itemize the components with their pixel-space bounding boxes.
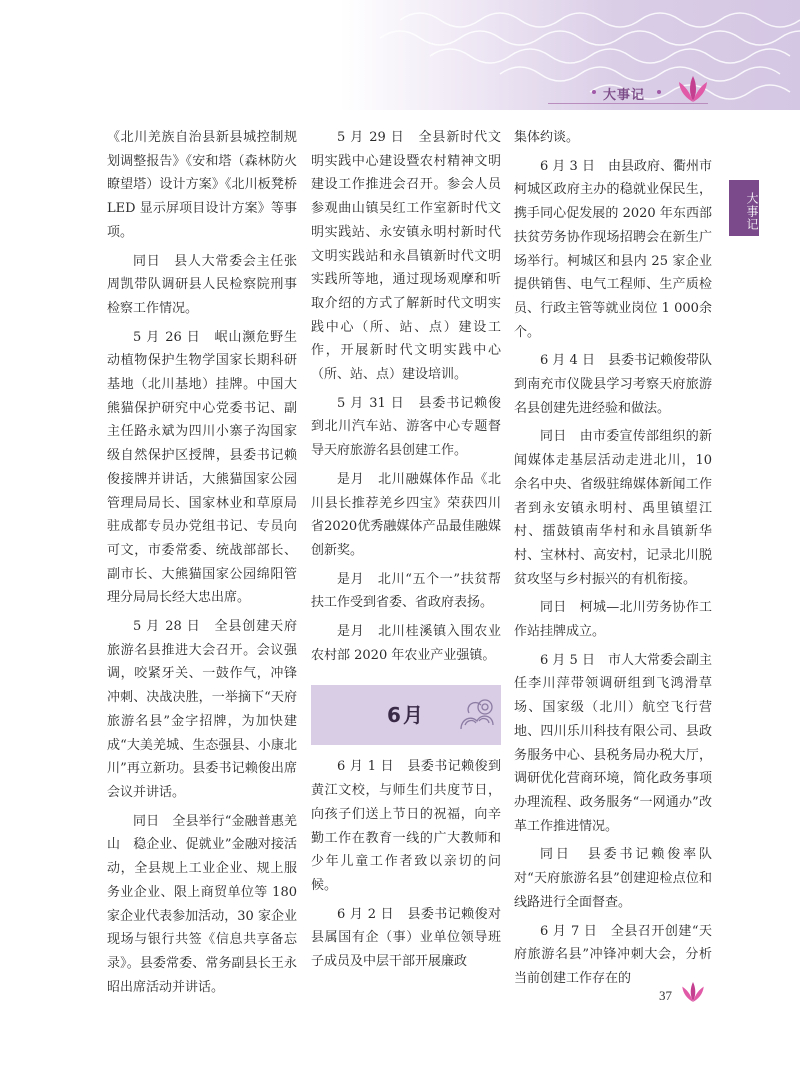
- side-section-tab: 大事记: [729, 180, 759, 236]
- wave-pattern: [340, 0, 800, 110]
- paragraph: 5 月 29 日 全县新时代文明实践中心建设暨农村精神文明建设工作推进会召开。参会人员参观曲山镇吴红工作室新时代文明实践站、永安镇永明村新时代文明实践站和永昌镇新时代文明实践所等地，通过现场观摩和听取介绍的方式了解新时代文明实践中心（所、站、点）建设工作，开展新时代文明实践中心（所、站、点）建设培训。: [311, 130, 501, 383]
- text-column-3: [514, 126, 712, 996]
- paragraph: 5 月 28 日 全县创建天府旅游名县推进大会召开。会议强调，咬紧牙关、一鼓作气，冲锋冲刺、决战决胜，一举摘下“天府旅游名县”金字招牌，为加快建成“大美羌城、生态强县、小康北川”再立新功。县委书记赖俊出席会议并讲话。: [107, 619, 297, 800]
- text-column-1: [107, 126, 297, 1004]
- page-number: 37: [659, 988, 672, 1003]
- paragraph: 5 月 31 日 县委书记赖俊到北川汽车站、游客中心专题督导天府旅游名县创建工作。: [311, 395, 501, 459]
- cloud-ornament-icon: [455, 685, 501, 745]
- paragraph: 6 月 1 日 县委书记赖俊到黄江文校，与师生们共度节日，向孩子们送上节日的祝福，向辛勤工作在教育一线的广大教师和少年儿童工作者致以亲切的问候。: [311, 759, 501, 893]
- text-column-2: [311, 126, 501, 979]
- paragraph: 同日 县人大常委会主任张周凯带队调研县人民检察院刑事检察工作情况。: [107, 253, 297, 316]
- paragraph: 6 月 3 日 由县政府、衢州市柯城区政府主办的稳就业保民生，携手同心促发展的 2020 年东西部扶贫劳务协作现场招聘会在新生广场举行。柯城区和县内 25 家企业提供销售、电气工程师、生产质检员、行政主管等就业岗位 1 000余个。: [514, 158, 712, 340]
- header-wave-decoration: [340, 0, 800, 110]
- lotus-icon: [676, 74, 710, 104]
- paragraph: 6 月 7 日 全县召开创建“天府旅游名县”冲锋冲刺大会，分析当前创建工作存在的: [514, 923, 712, 986]
- header-dot-right: [657, 90, 661, 94]
- month-banner: [311, 685, 501, 745]
- paragraph: 同日 县委书记赖俊率队对“天府旅游名县”创建迎检点位和线路进行全面督查。: [514, 847, 712, 910]
- paragraph: 是月 北川融媒体作品《北川县长推荐羌乡四宝》荣获四川省2020优秀融媒体产品最佳融媒创新奖。: [311, 471, 501, 558]
- paragraph: 是月 北川桂溪镇入围农业农村部 2020 年农业产业强镇。: [311, 624, 501, 663]
- paragraph: 6 月 2 日 县委书记赖俊对县属国有企（事）业单位领导班子成员及中层干部开展廉政: [311, 906, 501, 970]
- month-title: 6月: [387, 702, 425, 727]
- paragraph: 同日 由市委宣传部组织的新闻媒体走基层活动走进北川，10 余名中央、省级驻绵媒体新闻工作者到永安镇永明村、禹里镇望江村、擂鼓镇南华村和永昌镇新华村、宝林村、高安村，记录北川脱贫攻坚与乡村振兴的有机衔接。: [514, 429, 712, 587]
- paragraph: 是月 北川“五个一”扶贫帮扶工作受到省委、省政府表扬。: [311, 571, 501, 611]
- header-dot-left: [592, 90, 596, 94]
- paragraph: 5 月 26 日 岷山濒危野生动植物保护生物学国家长期科研基地（北川基地）挂牌。中国大熊猫保护研究中心党委书记、副主任路永斌为四川小寨子沟国家级自然保护区授牌，县委书记赖俊接牌并讲话，大熊猫国家公园管理局局长、国家林业和草原局驻成都专员办党组书记、专员向可文，市委常委、统战部部长、副市长、大熊猫国家公园绵阳管理分局局长经大忠出席。: [107, 329, 297, 606]
- section-label: 大事记: [603, 88, 646, 103]
- paragraph: 《北川羌族自治县新县城控制规划调整报告》《安和塔（森林防火瞭望塔）设计方案》《北川板凳桥 LED 显示屏项目设计方案》等事项。: [107, 130, 297, 240]
- paragraph: 集体约谈。: [514, 130, 580, 145]
- paragraph: 同日 柯城—北川劳务协作工作站挂牌成立。: [514, 600, 712, 640]
- footer-lotus-icon: [680, 980, 706, 1004]
- paragraph: 6 月 5 日 市人大常委会副主任李川萍带领调研组到飞鸿滑草场、国家级（北川）航空飞行营地、四川乐川科技有限公司、县政务服务中心、县税务局办税大厅，调研优化营商环境，简化政务事项办理流程、政务服务“一网通办”改革工作推进情况。: [514, 652, 712, 834]
- paragraph: 同日 全县举行“金融普惠羌山 稳企业、促就业”金融对接活动，全县规上工业企业、规上服务业企业、限上商贸单位等 180 家企业代表参加活动，30 家企业现场与银行共签《信息共享备忘录》。县委常委、常务副县长王永昭出席活动并讲话。: [107, 813, 297, 995]
- paragraph: 6 月 4 日 县委书记赖俊带队到南充市仪陇县学习考察天府旅游名县创建先进经验和做法。: [514, 353, 712, 416]
